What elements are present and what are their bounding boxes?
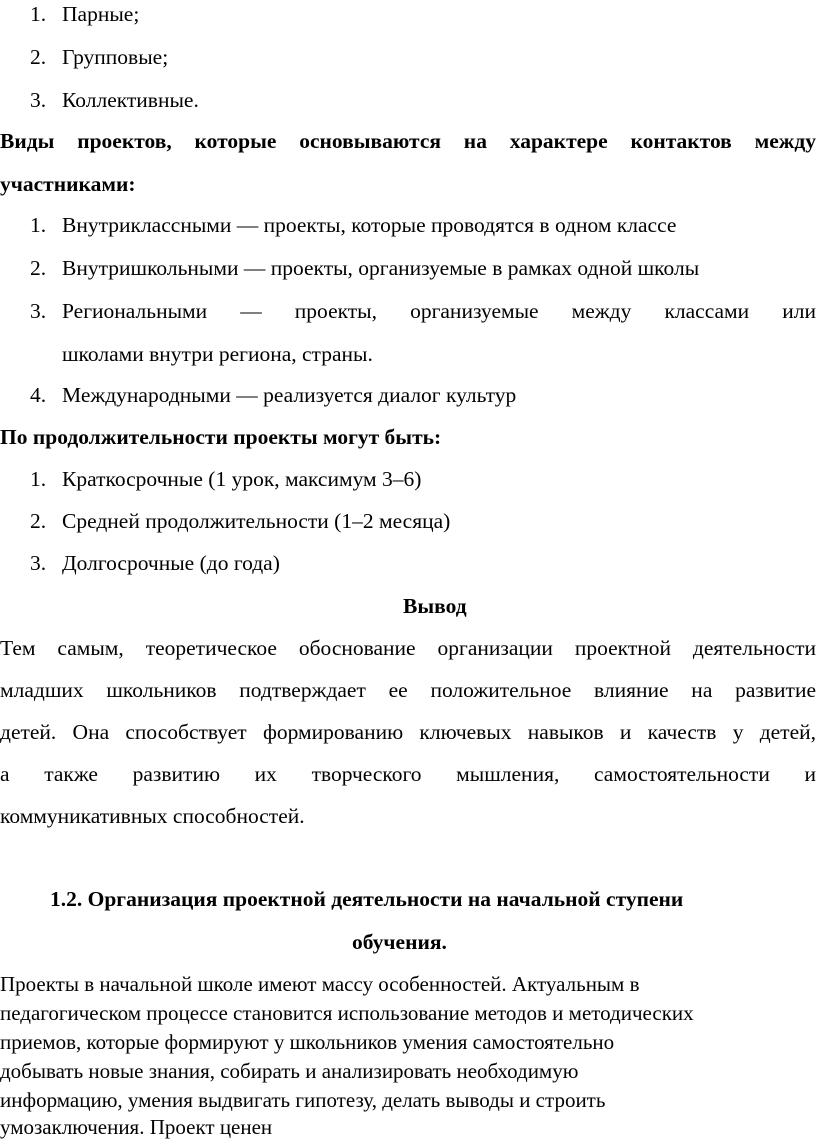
list-text-line1: Региональными — проекты, организуемые между классами или (62, 299, 816, 323)
section-paragraph-line: приемов, которые формируют у школьников умения самостоятельно (0, 1030, 615, 1054)
list-number: 3. (30, 88, 47, 112)
conclusion-line: а также развитию их творческого мышления, самостоятельности и (0, 762, 816, 786)
list-text: Внутришкольными — проекты, организуемые в рамках одной школы (62, 256, 700, 280)
list-number: 2. (30, 256, 47, 280)
list-text: Парные; (62, 2, 140, 26)
section-title-line1: 1.2. Организация проектной деятельности на начальной ступени (50, 887, 684, 911)
list-number: 2. (30, 509, 47, 533)
list-number: 3. (30, 551, 47, 575)
list-text: Долгосрочные (до года) (62, 551, 280, 575)
list-text-line2: школами внутри региона, страны. (62, 342, 373, 366)
section-paragraph-line: педагогическом процессе становится использование методов и методических (0, 1001, 694, 1025)
list-number: 4. (30, 383, 47, 407)
list-number: 1. (30, 2, 47, 26)
section-paragraph-line: умозаключения. Проект ценен (0, 1115, 273, 1139)
list-number: 1. (30, 467, 47, 491)
section-title-line2: обучения. (352, 930, 447, 954)
list-number: 1. (30, 213, 47, 237)
section-paragraph-line: Проекты в начальной школе имеют массу особенностей. Актуальным в (0, 972, 640, 996)
list-number: 3. (30, 299, 47, 323)
conclusion-line: коммуникативных способностей. (0, 804, 305, 828)
list-text: Групповые; (62, 45, 169, 69)
conclusion-line: младших школьников подтверждает ее положительное влияние на развитие (0, 678, 816, 702)
conclusion-line: Тем самым, теоретическое обоснование организации проектной деятельности (0, 636, 816, 660)
list-text: Внутриклассными — проекты, которые проводятся в одном классе (62, 213, 677, 237)
heading-contacts-line1: Виды проектов, которые основываются на характере контактов между (0, 129, 816, 153)
list-text: Международными — реализуется диалог культур (62, 383, 517, 407)
list-text: Средней продолжительности (1–2 месяца) (62, 509, 451, 533)
heading-contacts-line2: участниками: (0, 172, 136, 196)
conclusion-line: детей. Она способствует формированию ключевых навыков и качеств у детей, (0, 720, 816, 744)
section-paragraph-line: информацию, умения выдвигать гипотезу, делать выводы и строить (0, 1088, 606, 1112)
list-number: 2. (30, 45, 47, 69)
heading-duration: По продолжительности проекты могут быть: (0, 425, 442, 449)
list-text: Коллективные. (62, 88, 199, 112)
conclusion-title: Вывод (403, 594, 467, 618)
list-text: Краткосрочные (1 урок, максимум 3–6) (62, 467, 422, 491)
section-paragraph-line: добывать новые знания, собирать и анализировать необходимую (0, 1059, 579, 1083)
